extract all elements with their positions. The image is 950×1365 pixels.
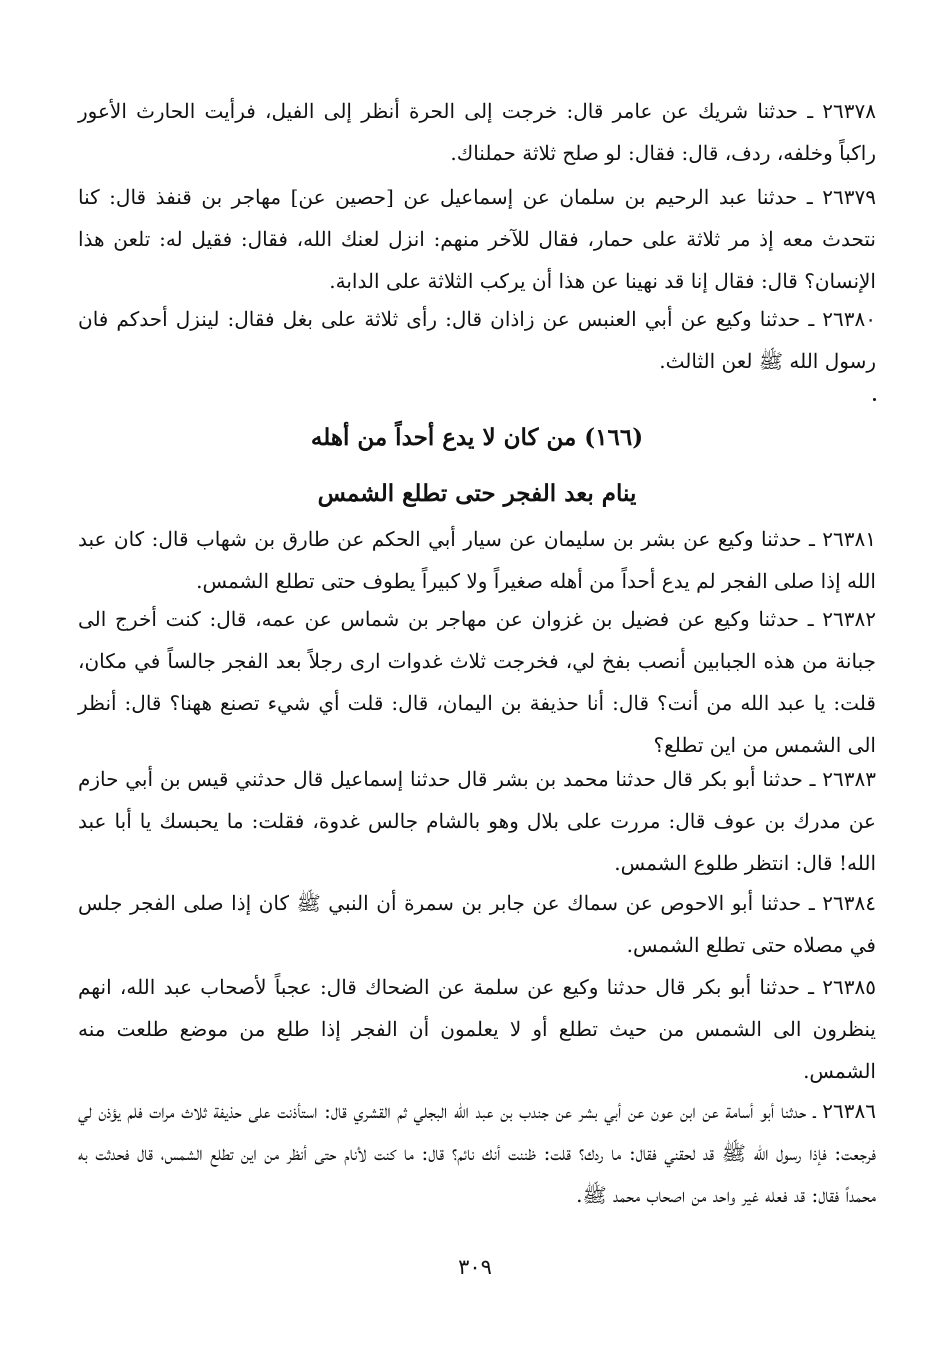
hadith-26383: ٢٦٣٨٣ ـ حدثنا أبو بكر قال حدثنا محمد بن بشر قال حدثنا إسماعيل قال حدثني قيس بن أبي حازم عن مدرك بن عوف قال: مررت على بلال وهو بالشام جالس غدوة، فقلت: ما يحبسك يا أبا عبد الله! قال: انتظر طلوع الشمس.	[78, 767, 876, 875]
hadith-26379: ٢٦٣٧٩ ـ حدثنا عبد الرحيم بن سلمان عن إسماعيل عن [حصين عن] مهاجر بن قنفذ قال: كنا نتحدث معه إذ مر ثلاثة على حمار، فقال للآخر منهم: انزل لعنك الله، فقال: فقيل له: تلعن هذا الإنسان؟ قال: فقال إنا قد نهينا عن هذا أن يركب الثلاثة على الدابة.	[78, 185, 876, 293]
hadith-26386: ٢٦٣٨٦ ـ حدثنا أبو أسامة عن ابن عون عن أبي بشر عن جندب بن عبد الله البجلي ثم القشري قال: استأذنت على حذيفة ثلاث مرات فلم يؤذن لي فرجعت: فإذا رسول الله ﷺ قد لحقني فقال: ما ردك؟ قلت: ظننت أنك نائم؟ قال: ما كنت لأنام حتى أنظر من اين تطلع الشمس، قال فحدثت به محمداً فقال: قد فعله غير واحد من اصحاب محمد ﷺ.	[78, 1099, 876, 1207]
chapter-heading-line1: (١٦٦) من كان لا يدع أحداً من أهله	[310, 424, 644, 451]
stray-dot	[873, 398, 876, 401]
hadith-26384: ٢٦٣٨٤ ـ حدثنا أبو الاحوص عن سماك عن جابر بن سمرة أن النبي ﷺ كان إذا صلى الفجر جلس في مصلاه حتى تطلع الشمس.	[78, 891, 876, 957]
hadith-26382: ٢٦٣٨٢ ـ حدثنا وكيع عن فضيل بن غزوان عن مهاجر بن شماس عن عمه، قال: كنت أخرج الى جبانة من هذه الجبابين أنصب بفخ لي، فخرجت ثلاث غدوات ارى رجلاً بعد الفجر جالساً في مكان، قلت: يا عبد الله من أنت؟ قال: أنا حذيفة بن اليمان، قال: قلت أي شيء تصنع ههنا؟ قال: أنظر الى الشمس من اين تطلع؟	[78, 607, 876, 757]
hadith-26381: ٢٦٣٨١ ـ حدثنا وكيع عن بشر بن سليمان عن سيار أبي الحكم عن طارق بن شهاب قال: كان عبد الله إذا صلى الفجر لم يدع أحداً من أهله صغيراً ولا كبيراً يطوف حتى تطلع الشمس.	[78, 527, 876, 593]
hadith-26378: ٢٦٣٧٨ ـ حدثنا شريك عن عامر قال: خرجت إلى الحرة أنظر إلى الفيل، فرأيت الحارث الأعور راكباً وخلفه، ردف، قال: فقال: لو صلح ثلاثة حملناك.	[78, 99, 876, 165]
hadith-26380: ٢٦٣٨٠ ـ حدثنا وكيع عن أبي العنبس عن زاذان قال: رأى ثلاثة على بغل فقال: لينزل أحدكم فان رسول الله ﷺ لعن الثالث.	[78, 307, 876, 373]
chapter-heading-line2: ينام بعد الفجر حتى تطلع الشمس	[317, 480, 637, 507]
hadith-26385: ٢٦٣٨٥ ـ حدثنا أبو بكر قال حدثنا وكيع عن سلمة عن الضحاك قال: عجباً لأصحاب عبد الله، انهم ينظرون الى الشمس من حيث تطلع أو لا يعلمون أن الفجر إذا طلع من موضع طلعت منه الشمس.	[78, 975, 876, 1083]
page-number: ٣٠٩	[458, 1255, 492, 1279]
